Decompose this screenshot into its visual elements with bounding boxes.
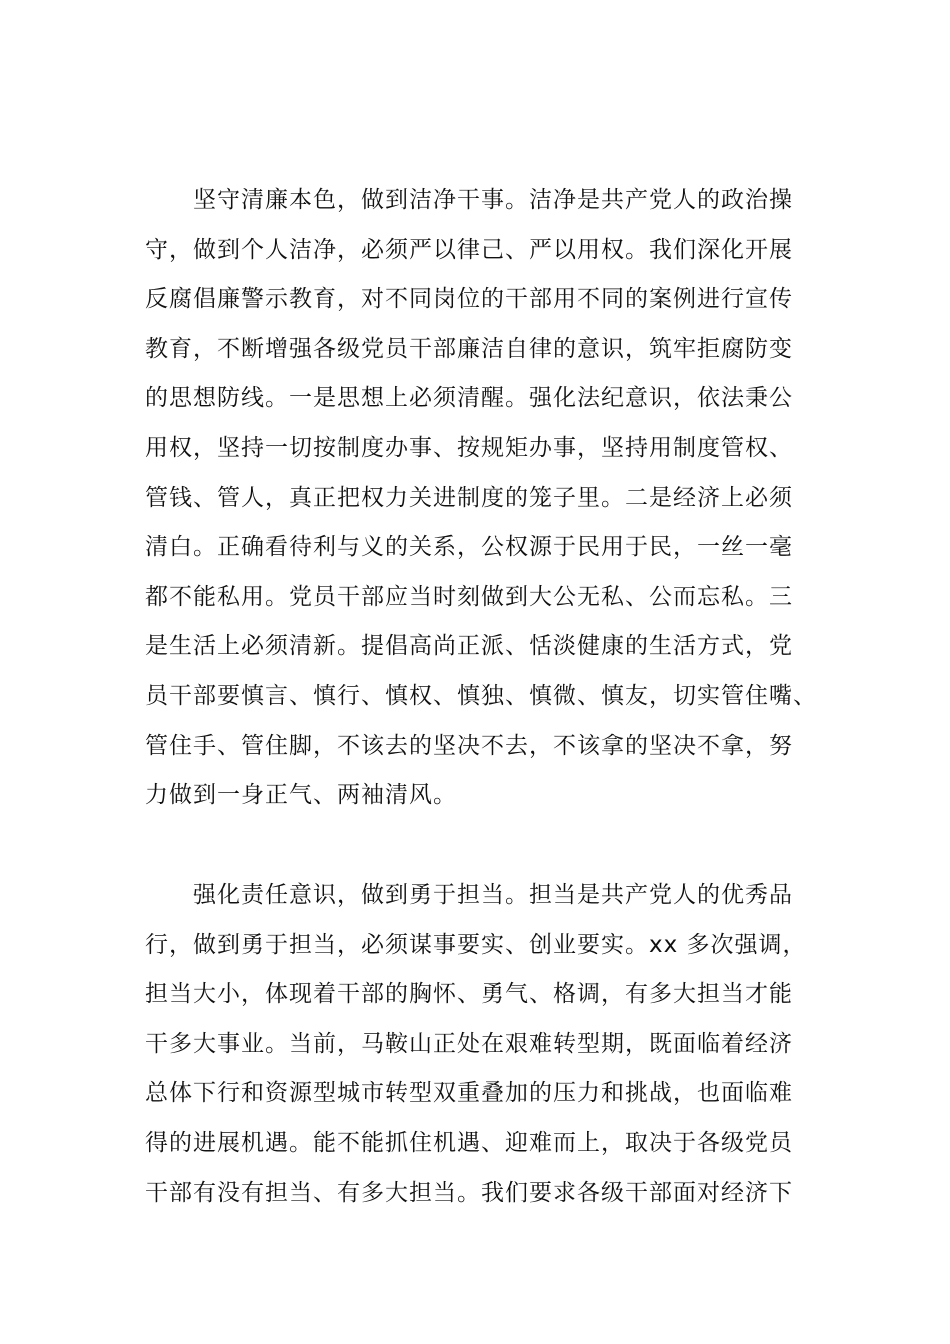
paragraph-responsibility (145, 877, 825, 1224)
text-line: 力做到一身正气、两袖清风。 (145, 782, 457, 809)
text-line: 管钱、管人，真正把权力关进制度的笼子里。二是经济上必须 (145, 484, 793, 511)
text-line: 担当大小，体现着干部的胸怀、勇气、格调，有多大担当才能 (145, 981, 793, 1008)
text-line: 员干部要慎言、慎行、慎权、慎独、慎微、慎友，切实管住嘴、 (145, 682, 817, 709)
text-line: 用权，坚持一切按制度办事、按规矩办事，坚持用制度管权、 (145, 434, 793, 461)
text-line: 守，做到个人洁净，必须严以律己、严以用权。我们深化开展 (145, 236, 793, 263)
text-line: 行，做到勇于担当，必须谋事要实、创业要实。xx 多次强调， (145, 931, 807, 958)
text-line: 反腐倡廉警示教育，对不同岗位的干部用不同的案例进行宣传 (145, 286, 793, 313)
text-line: 是生活上必须清新。提倡高尚正派、恬淡健康的生活方式，党 (145, 633, 793, 660)
text-line: 都不能私用。党员干部应当时刻做到大公无私、公而忘私。三 (145, 583, 793, 610)
text-line: 教育，不断增强各级党员干部廉洁自律的意识，筑牢拒腐防变 (145, 335, 793, 362)
text-line: 总体下行和资源型城市转型双重叠加的压力和挑战，也面临难 (145, 1080, 793, 1107)
text-line: 强化责任意识，做到勇于担当。担当是共产党人的优秀品 (193, 882, 793, 908)
text-line: 清白。正确看待利与义的关系，公权源于民用于民，一丝一毫 (145, 534, 793, 561)
text-line: 干多大事业。当前，马鞍山正处在艰难转型期，既面临着经济 (145, 1030, 793, 1057)
text-line: 管住手、管住脚，不该去的坚决不去，不该拿的坚决不拿，努 (145, 732, 793, 759)
text-line: 得的进展机遇。能不能抓住机遇、迎难而上，取决于各级党员 (145, 1129, 793, 1156)
text-line: 坚守清廉本色，做到洁净干事。洁净是共产党人的政治操 (193, 187, 793, 213)
text-line: 的思想防线。一是思想上必须清醒。强化法纪意识，依法秉公 (145, 385, 793, 412)
text-line: 干部有没有担当、有多大担当。我们要求各级干部面对经济下 (145, 1179, 793, 1206)
paragraph-integrity (145, 182, 825, 827)
